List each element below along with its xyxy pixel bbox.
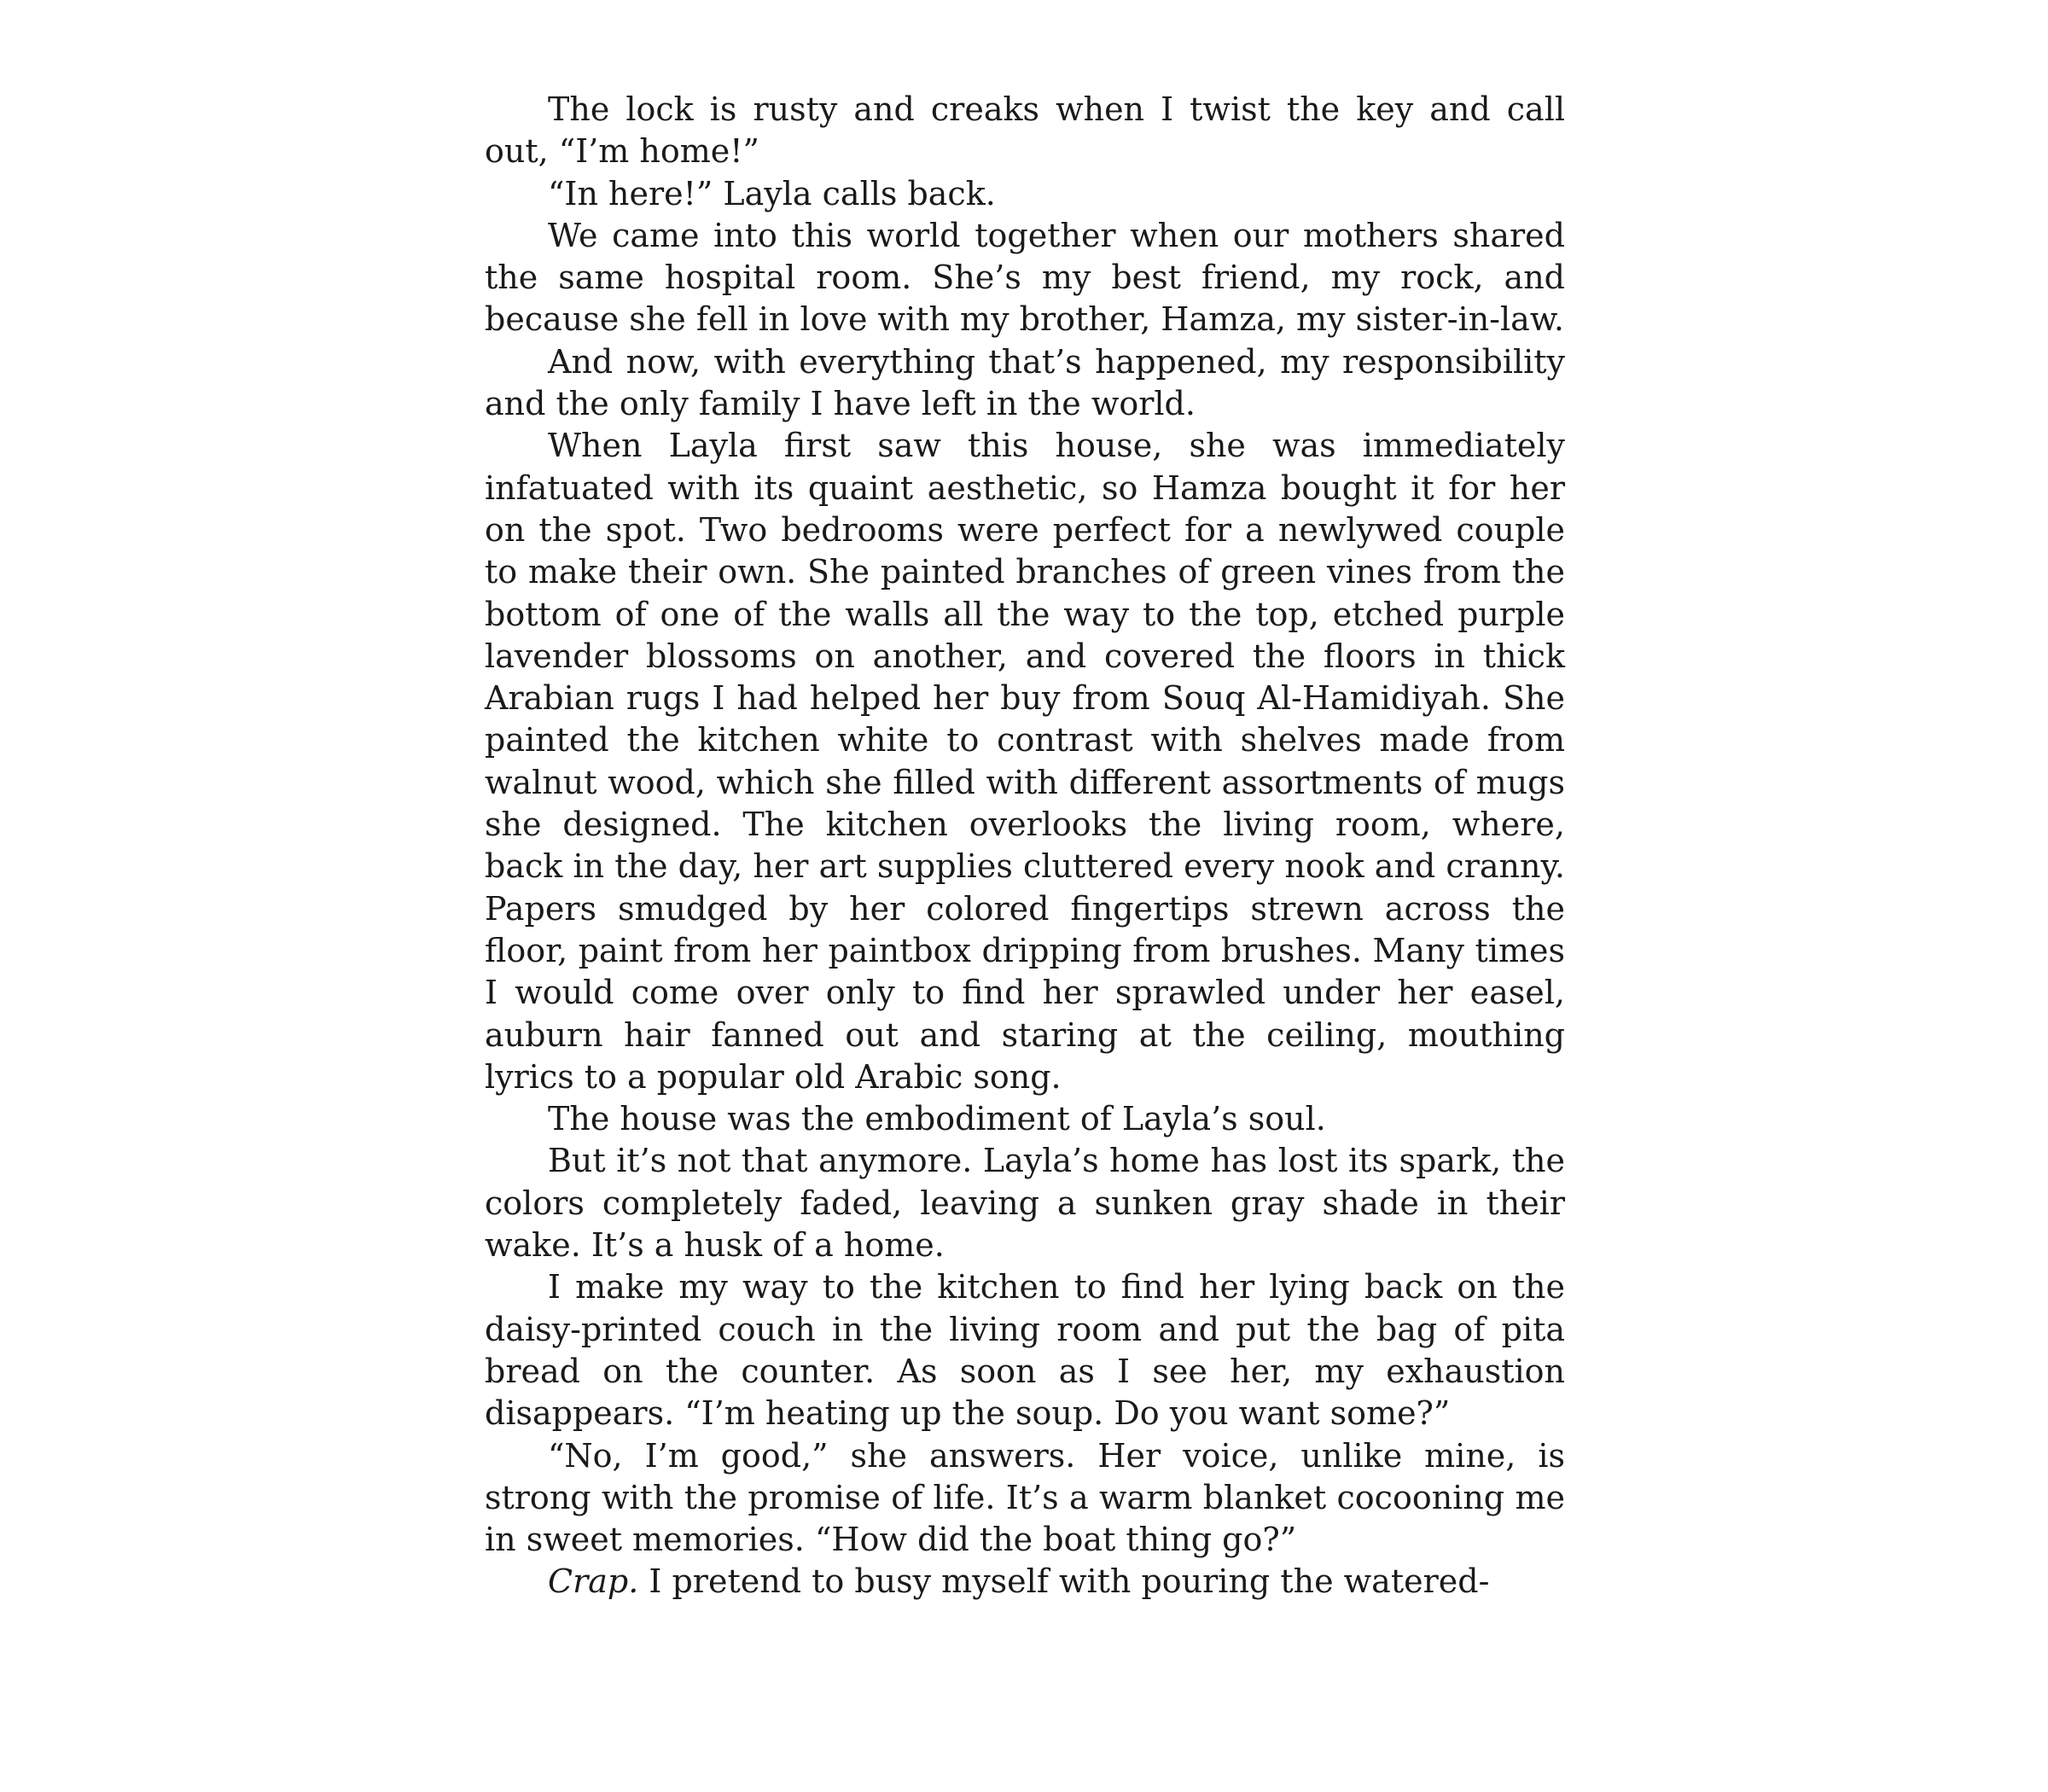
paragraph-3: We came into this world together when our mothers shared the same hospital room. She’s my best friend, my rock, and because she fell in love with my brother, Hamza, my sister-in-law.	[485, 216, 1565, 339]
paragraph-2: “In here!” Layla calls back.	[548, 174, 996, 212]
body-text	[485, 89, 1565, 1603]
paragraph-4: And now, with everything that’s happened, my responsibility and the only family I have left in the world.	[485, 342, 1565, 423]
paragraph-1: The lock is rusty and creaks when I twist the key and call out, “I’m home!”	[485, 90, 1565, 171]
paragraph-8: I make my way to the kitchen to find her lying back on the daisy-printed couch in the living room and put the bag of pita bread on the counter. As soon as I see her, my exhaustion disappears. “I’m heating up the soup. Do you want some?”	[485, 1268, 1565, 1433]
paragraph-5: When Layla first saw this house, she was immediately infatuated with its quaint aesthetic, so Hamza bought it for her on the spot. Two bedrooms were perfect for a newlywed couple to make their own. She painted branches of green vines from the bottom of one of the walls all the way to the top, etched purple lavender blossoms on another, and covered the floors in thick Arabian rugs I had helped her buy from Souq Al-Hamidiyah. She painted the kitchen white to contrast with shelves made from walnut wood, which she filled with different assortments of mugs she designed. The kitchen overlooks the living room, where, back in the day, her art supplies cluttered every nook and cranny. Papers smudged by her colored fingertips strewn across the floor, paint from her paintbox dripping from brushes. Many times I would come over only to find her sprawled under her easel, auburn hair fanned out and staring at the ceiling, mouthing lyrics to a popular old Arabic song.	[485, 427, 1565, 1096]
italic-lead-word: Crap.	[548, 1562, 639, 1601]
paragraph-9: “No, I’m good,” she answers. Her voice, unlike mine, is strong with the promise of life. It’s a warm blanket cocooning me in sweet memories. “How did the boat thing go?”	[485, 1436, 1565, 1559]
paragraph-7: But it’s not that anymore. Layla’s home has lost its spark, the colors completely faded, leaving a sunken gray shade in their wake. It’s a husk of a home.	[485, 1142, 1565, 1265]
paragraph-10	[485, 1561, 1565, 1603]
paragraph-10-rest: I pretend to busy myself with pouring the watered-	[638, 1562, 1490, 1601]
paragraph-6: The house was the embodiment of Layla’s soul.	[548, 1100, 1326, 1138]
